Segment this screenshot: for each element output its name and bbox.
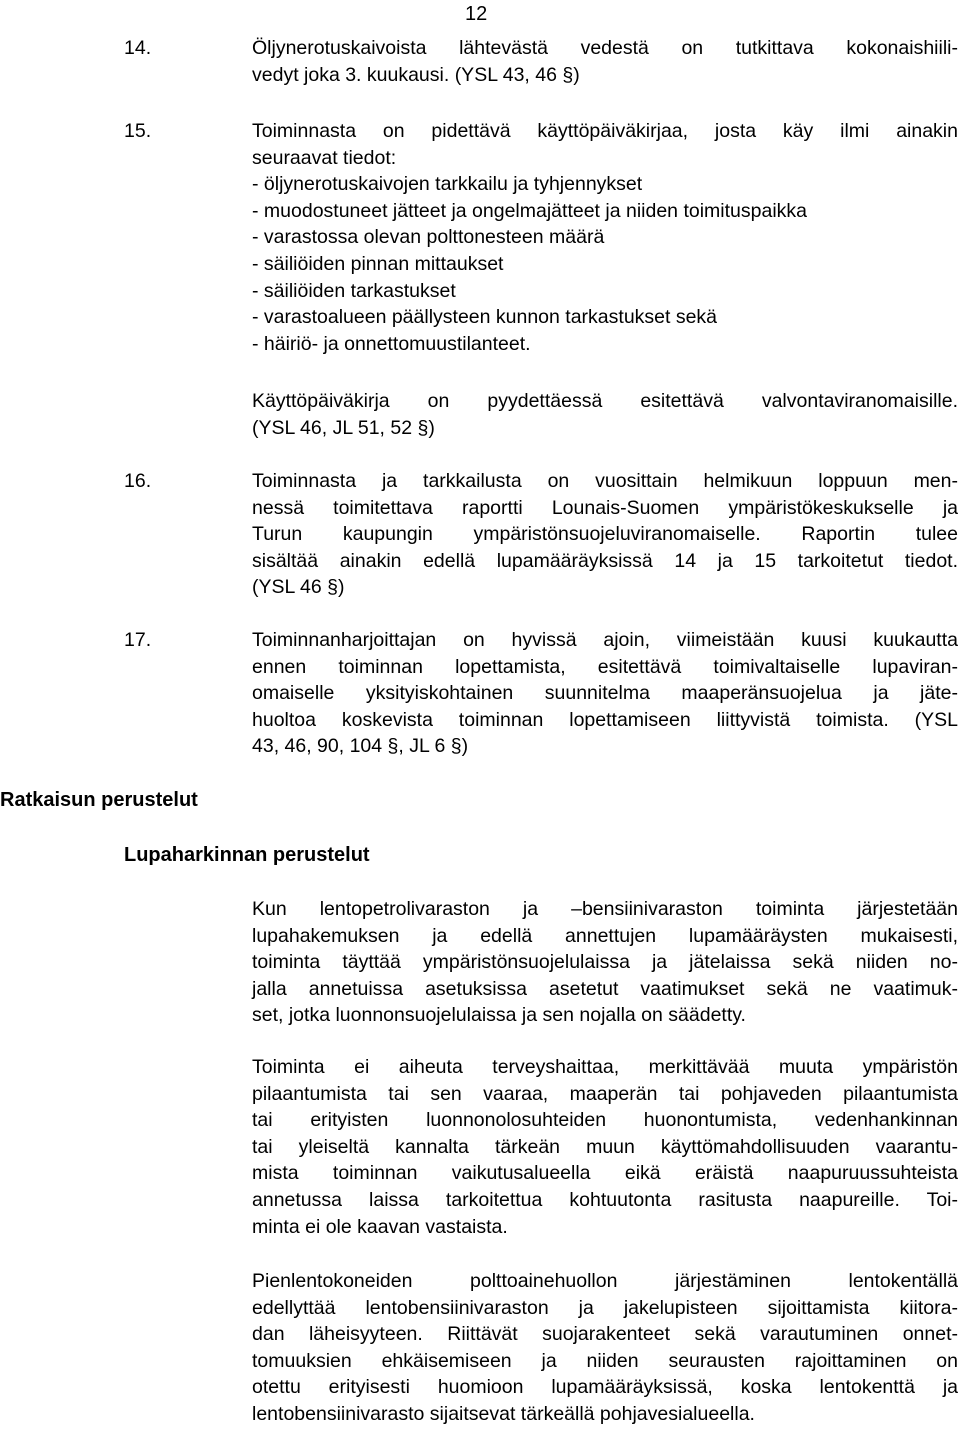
- text-line: tai erityisten luonnonolosuhteiden huonontumista, vedenhankinnan: [252, 1109, 958, 1132]
- item-number: 14.: [124, 37, 152, 59]
- paragraph-3: [252, 1268, 958, 1428]
- item-text: [252, 468, 958, 601]
- text-line: Käyttöpäiväkirja on pyydettäessä esitettävä valvontaviranomaisille.: [252, 390, 958, 412]
- text-line: Kun lentopetrolivaraston ja –bensiinivaraston toiminta järjestetään: [252, 898, 958, 920]
- text-line: (YSL 46, JL 51, 52 §): [252, 416, 435, 439]
- text-line: tomuuksien ehkäisemiseen ja niiden seurausten rajoittaminen on: [252, 1349, 958, 1372]
- text-line: mista toiminnan vaikutusalueella eikä eräistä naapuruussuhteista: [252, 1162, 958, 1185]
- section-heading-ratkaisun-perustelut: Ratkaisun perustelut: [0, 789, 198, 811]
- list-item: - säiliöiden tarkastukset: [252, 279, 456, 302]
- text-line: dan läheisyyteen. Riittävät suojarakenteet sekä varautuminen onnet-: [252, 1323, 958, 1346]
- paragraph-1: [252, 896, 958, 1029]
- text-line: vedyt joka 3. kuukausi. (YSL 43, 46 §): [252, 63, 580, 86]
- text-line: seuraavat tiedot:: [252, 146, 397, 169]
- text-line: Turun kaupungin ympäristönsuojeluviranomaiselle. Raportin tulee: [252, 523, 958, 546]
- text-line: Toiminnasta on pidettävä käyttöpäiväkirjaa, josta käy ilmi ainakin: [252, 120, 958, 142]
- text-line: Toiminnanharjoittajan on hyvissä ajoin, viimeistään kuusi kuukautta: [252, 629, 958, 651]
- text-line: edellyttää lentobensiinivaraston ja jakelupisteen sijoittamista kiitora-: [252, 1296, 958, 1319]
- item-number: 16.: [124, 470, 152, 492]
- text-line: toiminta täyttää ympäristönsuojelulaissa ja jätelaissa sekä niiden no-: [252, 951, 958, 974]
- text-line: Toiminnasta ja tarkkailusta on vuosittain helmikuun loppuun men-: [252, 470, 958, 492]
- item-number: 15.: [124, 120, 152, 142]
- text-line: (YSL 46 §): [252, 576, 345, 599]
- text-line: pilaantumista tai sen vaaraa, maaperän tai pohjaveden pilaantumista: [252, 1082, 958, 1105]
- list-item: - varastoalueen päällysteen kunnon tarkastukset sekä: [252, 306, 718, 329]
- list-item: - muodostuneet jätteet ja ongelmajätteet ja niiden toimituspaikka: [252, 199, 807, 222]
- text-line: 43, 46, 90, 104 §, JL 6 §): [252, 735, 469, 758]
- text-line: set, jotka luonnonsuojelulaissa ja sen nojalla on säädetty.: [252, 1004, 746, 1027]
- text-line: otettu erityisesti huomioon lupamääräyksissä, koska lentokenttä ja: [252, 1376, 958, 1399]
- text-line: Toiminta ei aiheuta terveyshaittaa, merkittävää muuta ympäristön: [252, 1056, 958, 1078]
- item-note: [252, 388, 958, 441]
- list-item: - häiriö- ja onnettomuustilanteet.: [252, 332, 531, 355]
- item-text: [252, 35, 958, 88]
- text-line: huoltoa koskevista toiminnan lopettamiseen liittyvistä toimista. (YSL: [252, 708, 958, 731]
- text-line: omaiselle yksityiskohtainen suunnitelma maaperänsuojelua ja jäte-: [252, 682, 958, 705]
- item-number: 17.: [124, 629, 152, 651]
- text-line: Pienlentokoneiden polttoainehuollon järjestäminen lentokentällä: [252, 1270, 958, 1292]
- text-line: jalla annetuissa asetuksissa asetetut vaatimukset sekä ne vaatimuk-: [252, 977, 958, 1000]
- item-text: [252, 118, 958, 357]
- text-line: annetussa laissa tarkoitettua kohtuutonta rasitusta naapureille. Toi-: [252, 1188, 958, 1211]
- text-line: minta ei ole kaavan vastaista.: [252, 1215, 508, 1238]
- page-number: 12: [465, 3, 488, 25]
- list-item: - varastossa olevan polttonesteen määrä: [252, 226, 605, 249]
- text-line: lentobensiinivarasto sijaitsevat tärkeällä pohjavesialueella.: [252, 1402, 755, 1425]
- text-line: tai yleiseltä kannalta tärkeän muun käyttömahdollisuuden vaarantu-: [252, 1135, 958, 1158]
- text-line: ennen toiminnan lopettamista, esitettävä toimivaltaiselle lupaviran-: [252, 655, 958, 678]
- text-line: lupahakemuksen ja edellä annettujen lupamääräysten mukaisesti,: [252, 924, 958, 947]
- text-line: sisältää ainakin edellä lupamääräyksissä 14 ja 15 tarkoitetut tiedot.: [252, 549, 958, 572]
- item-text: [252, 627, 958, 760]
- list-item: - öljynerotuskaivojen tarkkailu ja tyhjennykset: [252, 173, 643, 196]
- paragraph-2: [252, 1054, 958, 1240]
- section-heading-lupaharkinnan-perustelut: Lupaharkinnan perustelut: [124, 844, 370, 866]
- text-line: nessä toimitettava raportti Lounais-Suomen ympäristökeskukselle ja: [252, 496, 958, 519]
- text-line: Öljynerotuskaivoista lähtevästä vedestä on tutkittava kokonaishiili-: [252, 37, 958, 59]
- list-item: - säiliöiden pinnan mittaukset: [252, 252, 504, 275]
